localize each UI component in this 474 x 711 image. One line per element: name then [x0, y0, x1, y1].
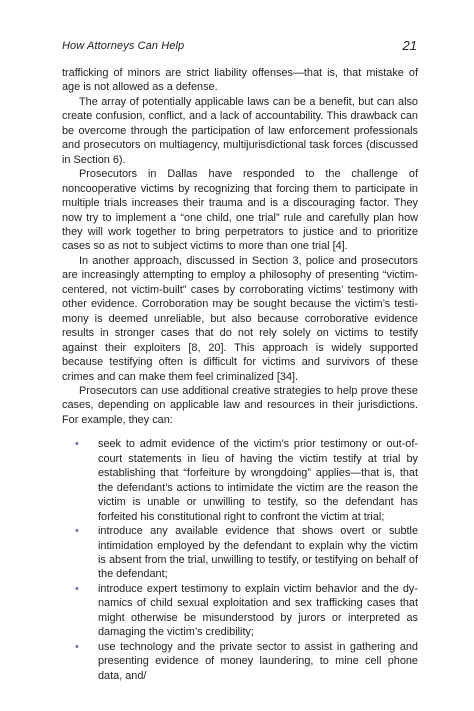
- paragraph-applicable-laws: The array of potentially applicable laws can be a benefit, but can also create confusion, conflict, and a lack of accountability. This drawback can be overcome through the participation of law enforcement professionals and prosecutors on multiagency, multijurisdictional task forces (discussed in Section 6).: [62, 95, 418, 166]
- bullet-icon: •: [75, 582, 79, 595]
- paragraph-continuation: trafficking of minors are strict liability offenses—that is, that mistake of age is not allowed as a defense.: [62, 67, 418, 94]
- bullet-icon: •: [75, 525, 79, 538]
- bullet-icon: •: [75, 438, 79, 451]
- list-item-text: use technology and the private sector to assist in gathering and presenting evidence of money laundering, to mine cell phone data, and/: [98, 640, 418, 682]
- paragraph-creative-strategies: Prosecutors can use additional creative strategies to help prove these cases, depending on applicable law and resources in their jurisdictions. For example, they can:: [62, 384, 418, 426]
- bullet-icon: •: [75, 640, 79, 653]
- page-number: 21: [402, 38, 417, 53]
- running-head-title: How Attorneys Can Help: [62, 40, 185, 52]
- list-item: [75, 437, 418, 524]
- list-item: [75, 524, 418, 582]
- list-item-text: introduce any available evidence that shows overt or subtle intimidation employed by the defendant to explain why the victim is absent from the trial, unwilling to testify, or testifying on behalf of the defendant;: [98, 525, 418, 581]
- paragraph-victim-centered: In another approach, discussed in Section 3, police and prosecutors are increasingly attempting to employ a philosophy of presenting “victim-centered, not victim-built” cases by corroborating victims’ testimony with other evidence. Corroboration may be sought because the victim’s testimony is deemed unreliable, but also because corroborative evidence results in stronger cases that do not rely solely on victims to testify against their exploiters [8, 20]. This approach is widely supported because testifying often is difficult for victims and survivors of these crimes and can make them feel criminalized [34].: [62, 254, 418, 383]
- list-item: [75, 640, 418, 683]
- list-item: [75, 582, 418, 640]
- list-item-text: seek to admit evidence of the victim’s prior testimony or out-of-court statements in lieu of having the victim testify at trial by establishing that “forfeiture by wrongdoing” applies—that is, that the defendant’s actions to intimidate the victim are the reason the victim is unable or unwilling to testify, so the defendant has forfeited his constitutional right to confront the victim at trial;: [98, 438, 418, 523]
- list-item-text: introduce expert testimony to explain victim behavior and the dynamics of child sexual exploitation and sex trafficking cases that might otherwise be misunderstood by jurors or interpreted as damaging the victim’s credibility;: [98, 582, 418, 639]
- strategy-bullet-list: [62, 437, 418, 683]
- paragraph-dallas-prosecutors: Prosecutors in Dallas have responded to the challenge of noncooperative victims by recognizing that forcing them to participate in multiple trials increases their trauma and is a discouraging factor. They now try to implement a “one child, one trial” rule and carefully plan how they will work together to bring perpetrators to justice and to prioritize cases so as not to subject victims to more than one trial [4].: [62, 168, 418, 253]
- body-text: [62, 66, 418, 683]
